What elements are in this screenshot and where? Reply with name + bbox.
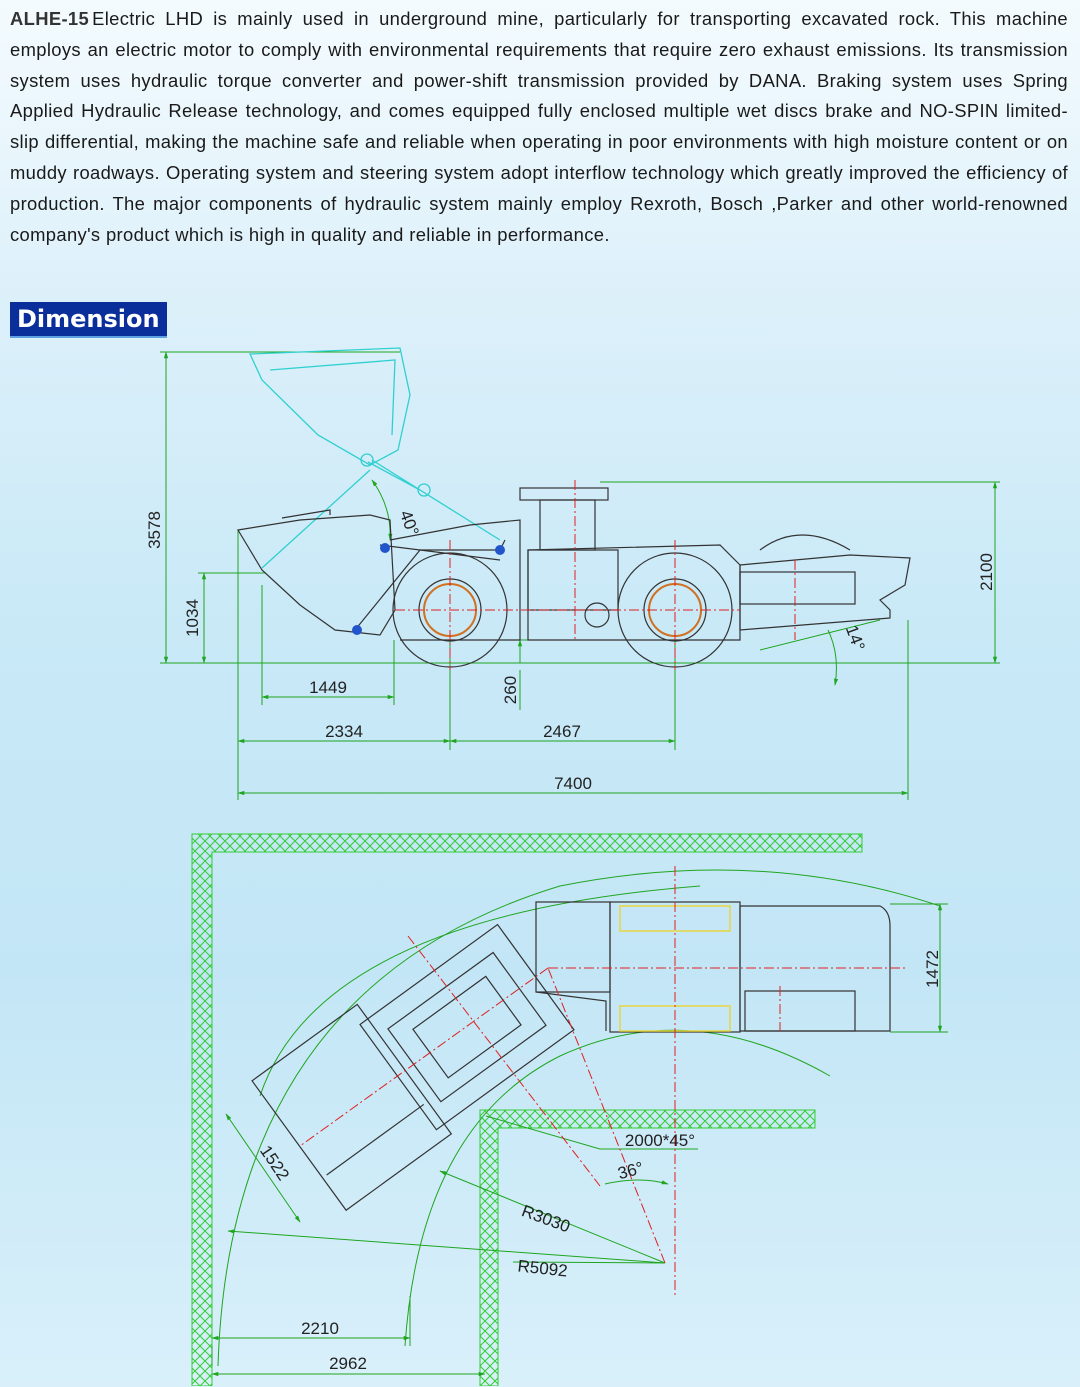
tunnel-walls	[192, 834, 862, 1386]
turning-centerlines	[300, 866, 905, 1296]
wheelbase-label: 2467	[543, 722, 581, 741]
section-title: Dimension	[10, 302, 167, 338]
inner-radius-label: R3030	[519, 1201, 573, 1237]
raised-bucket	[250, 348, 500, 568]
outer-clearance-label: 2962	[329, 1354, 367, 1373]
turning-dimension-lines	[212, 904, 948, 1374]
bucket-width-label: 1522	[256, 1141, 294, 1184]
loader-top-view	[252, 902, 890, 1210]
bucket-reach-label: 1449	[309, 678, 347, 697]
bucket-height-label: 1034	[183, 599, 202, 637]
machine-height-label: 2100	[977, 553, 996, 591]
turning-radius-diagram	[0, 826, 1080, 1386]
front-overhang-label: 2334	[325, 722, 363, 741]
intro-text: Electric LHD is mainly used in underground mine, particularly for transporting excavated rock. This machine employs an electric motor to comply with environmental requirements that require zero exhaust emissions. Its transmission system uses hydraulic torque converter and power-shift transmission provided by DANA. Braking system uses Spring Applied Hydraulic Release technology, and comes equipped fully enclosed multiple wet discs brake and NO-SPIN limited-slip differential, making the machine safe and reliable when operating in poor environments with high moisture content or on muddy roadways. Operating system and steering system adopt interflow technology which greatly improved the efficiency of production. The major components of hydraulic system mainly employ Rexroth, Bosch ,Parker and other world-renowned company's product which is high in quality and reliable in performance.	[10, 8, 1068, 245]
articulation-angle-label: 36°	[615, 1158, 646, 1184]
departure-angle-label: 14°	[841, 622, 869, 654]
max-height-label: 3578	[145, 511, 164, 549]
loader-body	[238, 488, 910, 667]
intro-paragraph	[10, 4, 1068, 250]
dump-angle-label: 40°	[395, 507, 423, 539]
outer-radius-label: R5092	[516, 1256, 569, 1281]
width-label: 1472	[923, 950, 942, 988]
inner-clearance-label: 2210	[301, 1319, 339, 1338]
model-name: ALHE-15	[10, 8, 90, 29]
chamfer-label: 2000*45°	[624, 1131, 696, 1150]
overall-length-label: 7400	[554, 774, 592, 793]
side-view-diagram	[0, 340, 1080, 800]
ground-clearance-label: 260	[501, 675, 520, 705]
